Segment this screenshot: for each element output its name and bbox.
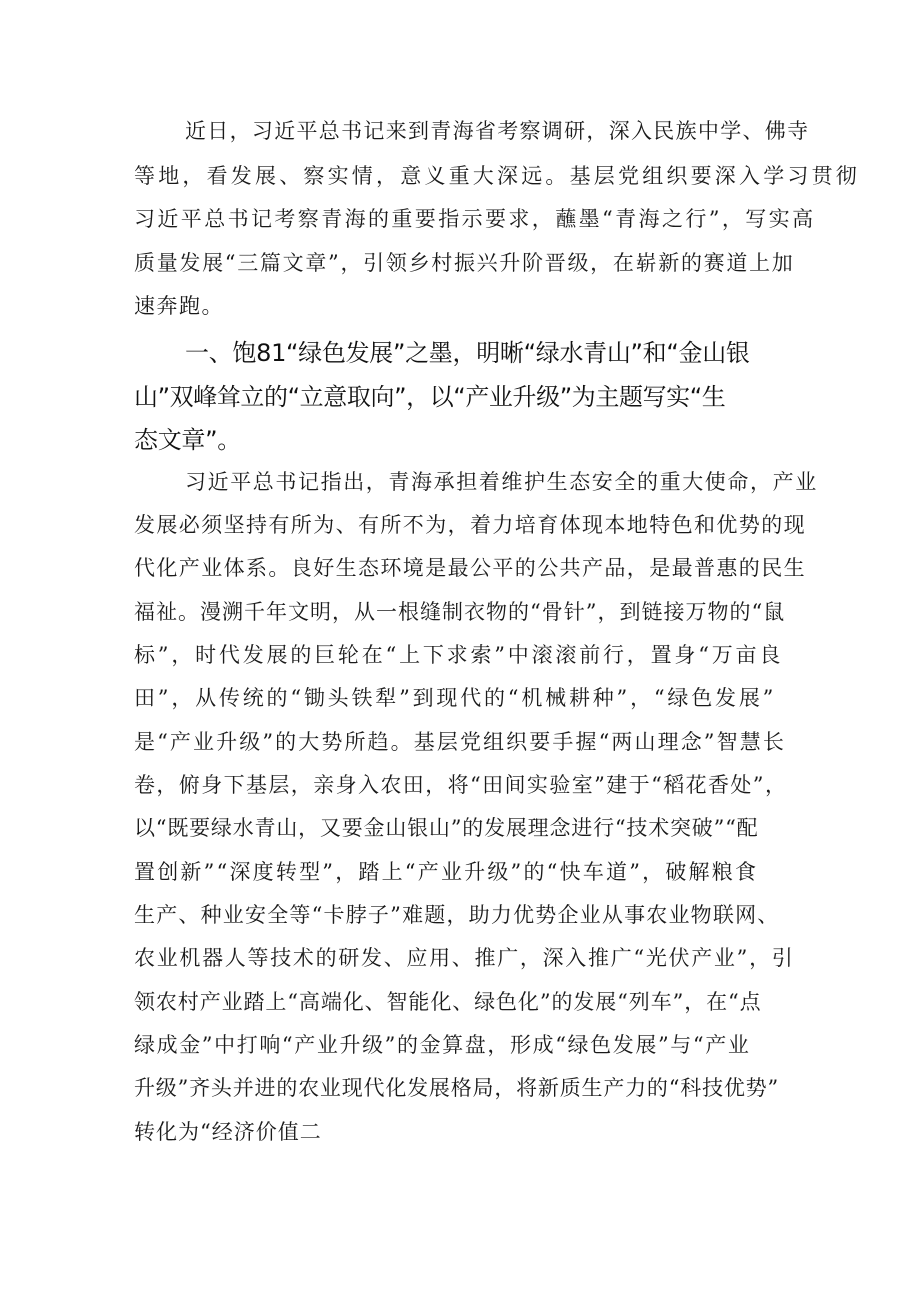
body-line: 绿成金”中打响“产业升级”的金算盘，形成“绿色发展”与“产业 bbox=[134, 1033, 751, 1057]
intro-line: 速奔跑。 bbox=[134, 294, 224, 318]
body-line: 福祉。漫溯千年文明，从一根缝制衣物的“骨针”，到链接万物的“鼠 bbox=[134, 600, 786, 624]
body-line: 标”，时代发展的巨轮在“上下求索”中滚滚前行，置身“万亩良 bbox=[134, 643, 784, 667]
body-line: 生产、种业安全等“卡脖子”难题，助力优势企业从事农业物联网、 bbox=[134, 903, 780, 927]
body-line: 卷，俯身下基层，亲身入农田，将“田间实验室”建于“稻花香处”， bbox=[134, 773, 788, 797]
body-line: 代化产业体系。良好生态环境是最公平的公共产品，是最普惠的民生 bbox=[134, 556, 806, 580]
body-line: 农业机器人等技术的研发、应用、推广，深入推广“光伏产业”，引 bbox=[134, 946, 795, 970]
body-line: 转化为“经济价值二 bbox=[134, 1120, 322, 1144]
heading-line: 态文章”。 bbox=[134, 426, 241, 454]
body-line: 习近平总书记指出，青海承担着维护生态安全的重大使命，产业 bbox=[185, 470, 818, 494]
intro-line: 近日，习近平总书记来到青海省考察调研，深入民族中学、佛寺 bbox=[185, 119, 810, 143]
body-line: 升级”齐头并进的农业现代化发展格局，将新质生产力的“科技优势” bbox=[134, 1076, 780, 1100]
intro-line: 质量发展“三篇文章”，引领乡村振兴升阶晋级，在崭新的赛道上加 bbox=[134, 251, 795, 275]
heading-line: 山”双峰耸立的“立意取向”，以“产业升级”为主题写实“生 bbox=[134, 383, 726, 411]
body-line: 田”，从传统的“锄头铁犁”到现代的“机械耕种”，“绿色发展” bbox=[134, 686, 777, 710]
body-line: 领农村产业踏上“高端化、智能化、绿色化”的发展“列车”，在“点 bbox=[134, 990, 762, 1014]
body-line: 以“既要绿水青山，又要金山银山”的发展理念进行“技术突破”“配 bbox=[134, 816, 759, 840]
body-line: 发展必须坚持有所为、有所不为，着力培育体现本地特色和优势的现 bbox=[134, 513, 806, 537]
heading-line: 一、饱81“绿色发展”之墨，明晰“绿水青山”和“金山银 bbox=[185, 339, 750, 367]
intro-line: 习近平总书记考察青海的重要指示要求，蘸墨“青海之行”，写实高 bbox=[134, 207, 816, 231]
body-line: 是“产业升级”的大势所趋。基层党组织要手握“两山理念”智慧长 bbox=[134, 730, 786, 754]
intro-line: 等地，看发展、察实情，意义重大深远。基层党组织要深入学习贯彻 bbox=[134, 164, 860, 188]
body-line: 置创新”“深度转型”，踏上“产业升级”的“快车道”，破解粮食 bbox=[134, 860, 759, 884]
